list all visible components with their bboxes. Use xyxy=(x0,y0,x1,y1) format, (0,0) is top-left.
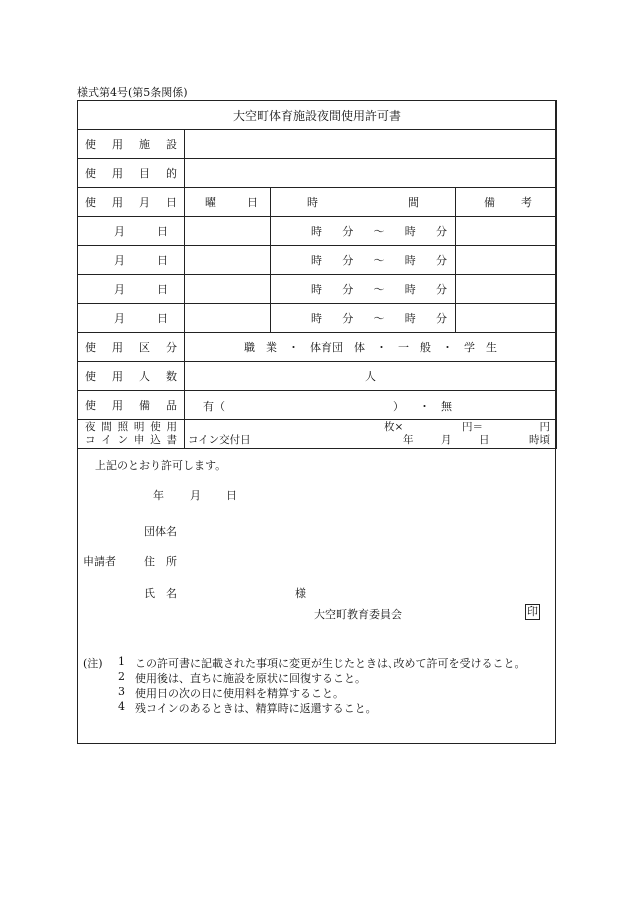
equipment-label: 使 用 備 品 xyxy=(78,391,185,420)
weekday-field[interactable] xyxy=(185,304,271,333)
time-header: 時 間 xyxy=(271,188,456,217)
date-label: 使 用 月 日 xyxy=(78,188,185,217)
note-item: 1 この許可書に記載された事項に変更が生じたときは､改めて許可を受けること。 xyxy=(118,655,526,670)
category-options[interactable]: 職 業 ・ 体育団 体 ・ 一 般 ・ 学 生 xyxy=(185,333,557,362)
notes-label: (注) xyxy=(83,657,103,670)
remarks-field[interactable] xyxy=(456,275,557,304)
note-item: 4 残コインのあるときは、精算時に返還すること。 xyxy=(118,700,377,715)
note-item: 3 使用日の次の日に使用料を精算すること。 xyxy=(118,685,344,700)
approval-month: 月 xyxy=(190,489,201,502)
equipment-no: 無 xyxy=(441,400,452,413)
applicant-label: 申請者 xyxy=(83,555,116,568)
address-label: 住 所 xyxy=(144,555,177,568)
remarks-header: 備 考 xyxy=(456,188,557,217)
time-range[interactable]: 時 分 ～ 時 分 xyxy=(271,246,456,275)
remarks-field[interactable] xyxy=(456,304,557,333)
month-day[interactable]: 月 日 xyxy=(78,217,185,246)
time-range[interactable]: 時 分 ～ 時 分 xyxy=(271,217,456,246)
coin-label: 夜 間 照 明 使 用 コ イ ン 申 込 書 xyxy=(78,420,185,449)
form-title: 大空町体育施設夜間使用許可書 xyxy=(78,101,557,130)
equipment-field[interactable]: 有（ ） ・ 無 xyxy=(185,391,557,420)
weekday-field[interactable] xyxy=(185,275,271,304)
weekday-header: 曜 日 xyxy=(185,188,271,217)
coin-issue-label: コイン交付日 xyxy=(188,434,251,446)
approval-statement: 上記のとおり許可します。 xyxy=(95,459,227,472)
weekday-field[interactable] xyxy=(185,217,271,246)
permit-table xyxy=(77,100,557,449)
notes-list xyxy=(118,655,556,715)
seal-mark: 印 xyxy=(527,605,538,618)
weekday-field[interactable] xyxy=(185,246,271,275)
facility-field[interactable] xyxy=(185,130,557,159)
category-option[interactable]: 学 生 xyxy=(464,341,497,354)
time-range[interactable]: 時 分 ～ 時 分 xyxy=(271,275,456,304)
remarks-field[interactable] xyxy=(456,246,557,275)
month-day[interactable]: 月 日 xyxy=(78,246,185,275)
approval-year: 年 xyxy=(153,489,164,502)
purpose-label: 使 用 目 的 xyxy=(78,159,185,188)
note-item: 2 使用後は、直ちに施設を原状に回復すること。 xyxy=(118,670,366,685)
category-option[interactable]: 一 般 xyxy=(398,341,431,354)
persons-field[interactable]: 人 xyxy=(185,362,557,391)
honorific: 様 xyxy=(295,587,306,600)
time-range[interactable]: 時 分 ～ 時 分 xyxy=(271,304,456,333)
category-option[interactable]: 体育団 体 xyxy=(310,341,365,354)
coin-field[interactable]: 枚× 円＝ 円 コイン交付日 年 月 日 時頃 xyxy=(185,420,557,449)
group-label: 団体名 xyxy=(144,525,177,538)
category-label: 使 用 区 分 xyxy=(78,333,185,362)
form-code: 様式第4号(第5条関係) xyxy=(77,86,188,99)
remarks-field[interactable] xyxy=(456,217,557,246)
equipment-yes: 有（ xyxy=(203,400,225,413)
facility-label: 使 用 施 設 xyxy=(78,130,185,159)
approval-day: 日 xyxy=(226,489,237,502)
purpose-field[interactable] xyxy=(185,159,557,188)
persons-label: 使 用 人 数 xyxy=(78,362,185,391)
month-day[interactable]: 月 日 xyxy=(78,304,185,333)
name-label: 氏 名 xyxy=(144,587,177,600)
category-option[interactable]: 職 業 xyxy=(244,341,277,354)
month-day[interactable]: 月 日 xyxy=(78,275,185,304)
issuer: 大空町教育委員会 xyxy=(314,608,402,621)
